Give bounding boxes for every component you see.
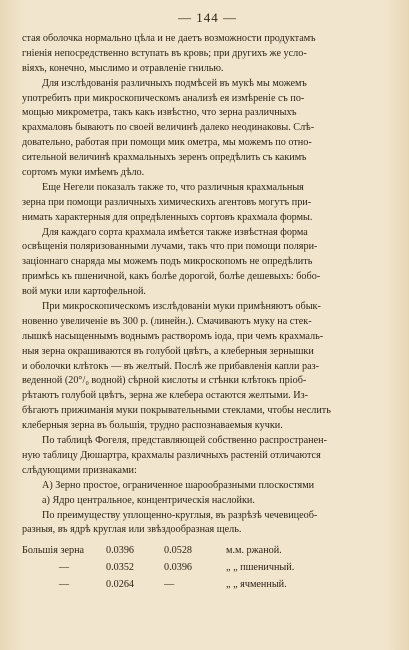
row-label: Большія зерна — [22, 545, 85, 557]
text-line: При микроскопическомъ изслѣдованіи муки примѣняютъ обык- — [42, 301, 321, 313]
text-line: гніенія непосредственно вступать въ кровь; при другихъ же усло- — [22, 47, 307, 59]
row-unit: „ „ пшеничный. — [226, 562, 295, 574]
text-line: довательно, работая при помощи мик ометра, мы можемъ по отно- — [22, 137, 312, 149]
text-line: віяхъ, конечно, мыслимо и отравленіе гнилью. — [22, 62, 224, 74]
page-number: — 144 — — [178, 10, 237, 25]
text-line: и оболочки клѣтокъ — въ желтый. Послѣ же прибавленія капли раз- — [22, 360, 320, 372]
text-line: клеберныя зерна въ большія, трудно распознаваемыя кучки. — [22, 420, 283, 432]
text-line: веденной (20°/₀ водной) сѣрной кислоты и стѣнки клѣтокъ пріоб- — [22, 375, 307, 387]
text-line: Еще Негели показалъ также то, что различныя крахмальныя — [42, 181, 304, 193]
row-label: — — [58, 579, 70, 591]
row-unit: „ „ ячменный. — [226, 579, 287, 591]
text-line: По таблицѣ Фогеля, представляющей собственно распространен- — [42, 435, 327, 447]
text-line: заціоннаго снаряда мы можемъ подъ микроскопомъ не опредѣлить — [22, 256, 313, 268]
text-line: зерна при помощи различныхъ химическихъ агентовъ могутъ при- — [22, 196, 312, 208]
table-row — [22, 559, 393, 576]
text-line: примѣсь къ пшеничной, какъ болѣе дорогой, болѣе дешевыхъ: бобо- — [22, 271, 321, 283]
text-line: бѣгаютъ прижиманія муки покрывательными стеклами, чтобы неслить — [22, 405, 331, 417]
text-line: рѣтаютъ голубой цвѣтъ, зерна же клебера остаются желтыми. Из- — [22, 390, 309, 402]
text-line: стая оболочка нормально цѣла и не даетъ возможности продуктамъ — [22, 33, 316, 44]
text-line: вой муки или картофельной. — [22, 286, 146, 298]
text-line: Для каждаго сорта крахмала имѣется также извѣстная форма — [42, 226, 308, 238]
text-line: сортомъ муки имѣемъ дѣло. — [22, 167, 145, 179]
text-line: Для изслѣдованія различныхъ подмѣсей въ мукѣ мы можемъ — [42, 77, 307, 89]
text-line: крахмаловъ бываютъ по своей величинѣ далеко неодинаковы. Слѣ- — [22, 122, 315, 134]
text-line: а) Ядро центральное, концентрическія наслойки. — [42, 494, 255, 506]
value-min: 0.0396 — [106, 545, 135, 557]
text-line: ную таблицу Дюшартра, крахмалы различныхъ растеній отличаются — [22, 449, 321, 461]
value-max: 0.0528 — [164, 545, 193, 557]
text-line: А) Зерно простое, ограниченное шарообразными плоскостями — [42, 479, 315, 491]
text-line: употребить при микроскопическомъ анализѣ ея измѣреніе съ по- — [22, 92, 305, 104]
text-line: освѣщенія поляризованными лучами, такъ что при помощи поляри- — [22, 241, 318, 253]
value-max: — — [164, 579, 175, 591]
text-line: мощью микрометра, такъ какъ извѣстно, что зерна различныхъ — [22, 107, 297, 119]
text-line: слѣдующими признаками: — [22, 464, 137, 476]
value-min: 0.0264 — [106, 579, 135, 591]
table-row — [22, 576, 393, 593]
text-line: новенно увеличеніе въ 300 р. (линейн.). Смачиваютъ муку на стек- — [22, 315, 312, 327]
text-line: нимать характерныя для опредѣленныхъ сортовъ крахмала формы. — [22, 211, 313, 223]
body-text — [22, 32, 393, 538]
text-line: разныя, въ ядрѣ круглая или звѣздообразная щель. — [22, 524, 242, 536]
text-line: По преимуществу уплощенно-круглыя, въ разрѣзѣ чечевицеоб- — [42, 509, 318, 521]
value-max: 0.0396 — [164, 562, 193, 574]
starch-size-table — [22, 542, 393, 593]
row-label: — — [58, 562, 70, 574]
row-unit: м.м. ржаной. — [226, 545, 282, 557]
text-line: сительной величинѣ крахмальныхъ зеренъ опредѣлить съ какимъ — [22, 152, 307, 164]
table-row — [22, 542, 393, 559]
value-min: 0.0352 — [106, 562, 135, 574]
text-line: ныя зерна окрашиваются въ голубой цвѣтъ, а клеберныя зернышки — [22, 345, 314, 357]
text-line: лышкѣ насыщеннымъ воднымъ растворомъ іода, при чемъ крахмаль- — [22, 330, 324, 342]
